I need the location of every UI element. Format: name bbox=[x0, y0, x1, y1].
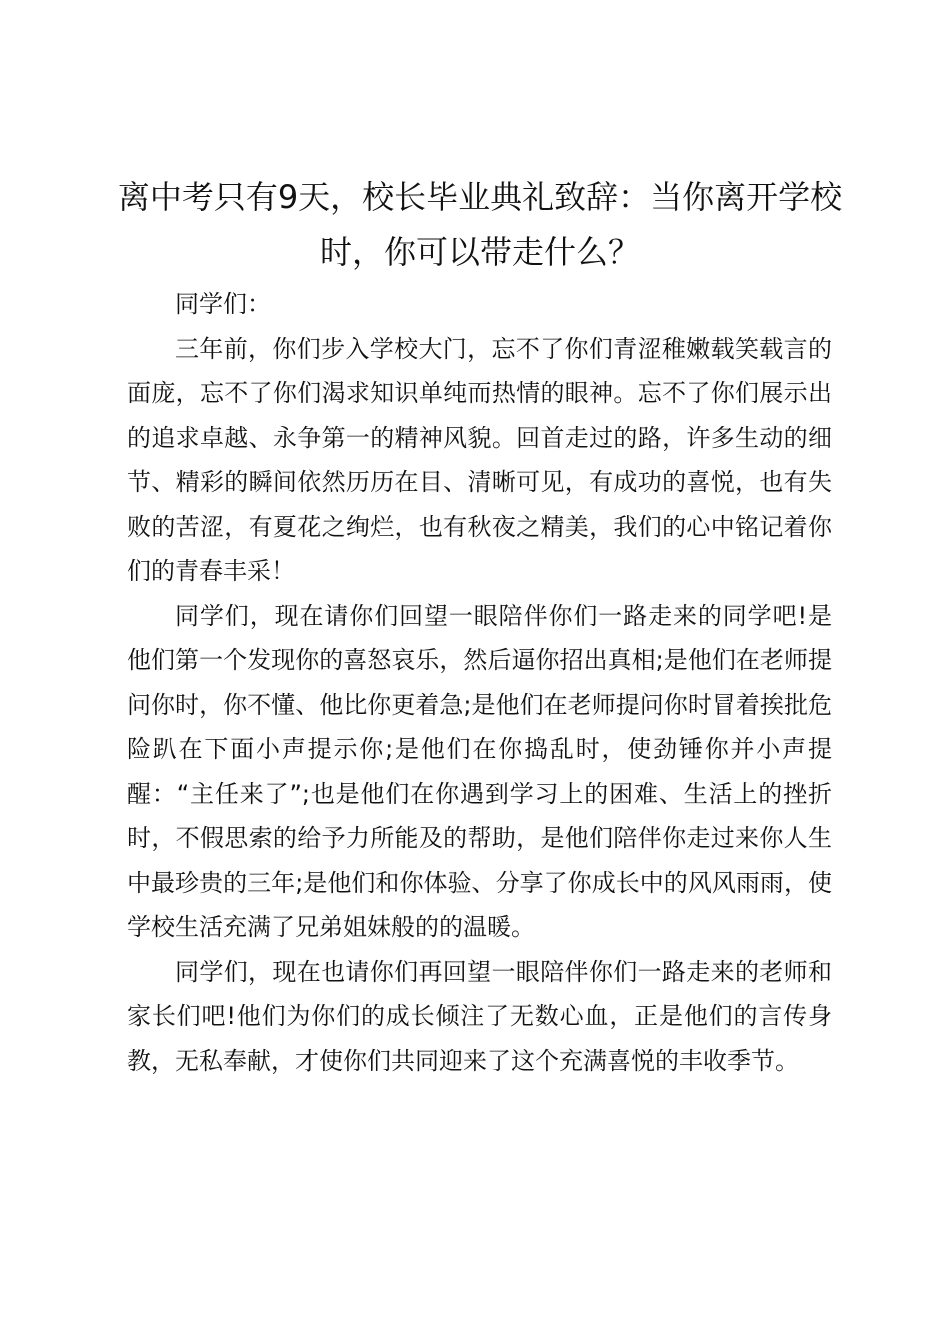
paragraph-classmates: 同学们，现在请你们回望一眼陪伴你们一路走来的同学吧!是他们第一个发现你的喜怒哀乐，然后逼你招出真相;是他们在老师提问你时，你不懂、他比你更着急;是他们在老师提问你时冒着挨批危险趴在下面小声提示你;是他们在你捣乱时，使劲锤你并小声提醒：“主任来了”;也是他们在你遇到学习上的困难、生活上的挫折时，不假思索的给予力所能及的帮助，是他们陪伴你走过来你人生中最珍贵的三年;是他们和你体验、分享了你成长中的风风雨雨，使学校生活充满了兄弟姐妹般的的温暖。 bbox=[127, 601, 832, 941]
document-body bbox=[127, 282, 832, 1083]
document-title: 离中考只有9天，校长毕业典礼致辞：当你离开学校时，你可以带走什么？ bbox=[117, 178, 843, 271]
paragraph-teachers-parents: 同学们，现在也请你们再回望一眼陪伴你们一路走来的老师和家长们吧!他们为你们的成长倾注了无数心血，正是他们的言传身教，无私奉献，才使你们共同迎来了这个充满喜悦的丰收季节。 bbox=[127, 957, 832, 1075]
paragraph-greeting: 同学们： bbox=[175, 290, 271, 318]
paragraph-memories: 三年前，你们步入学校大门，忘不了你们青涩稚嫩载笑载言的面庞，忘不了你们渴求知识单纯而热情的眼神。忘不了你们展示出的追求卓越、永争第一的精神风貌。回首走过的路，许多生动的细节、精彩的瞬间依然历历在目、清晰可见，有成功的喜悦，也有失败的苦涩，有夏花之绚烂，也有秋夜之精美，我们的心中铭记着你们的青春丰采！ bbox=[127, 334, 832, 585]
